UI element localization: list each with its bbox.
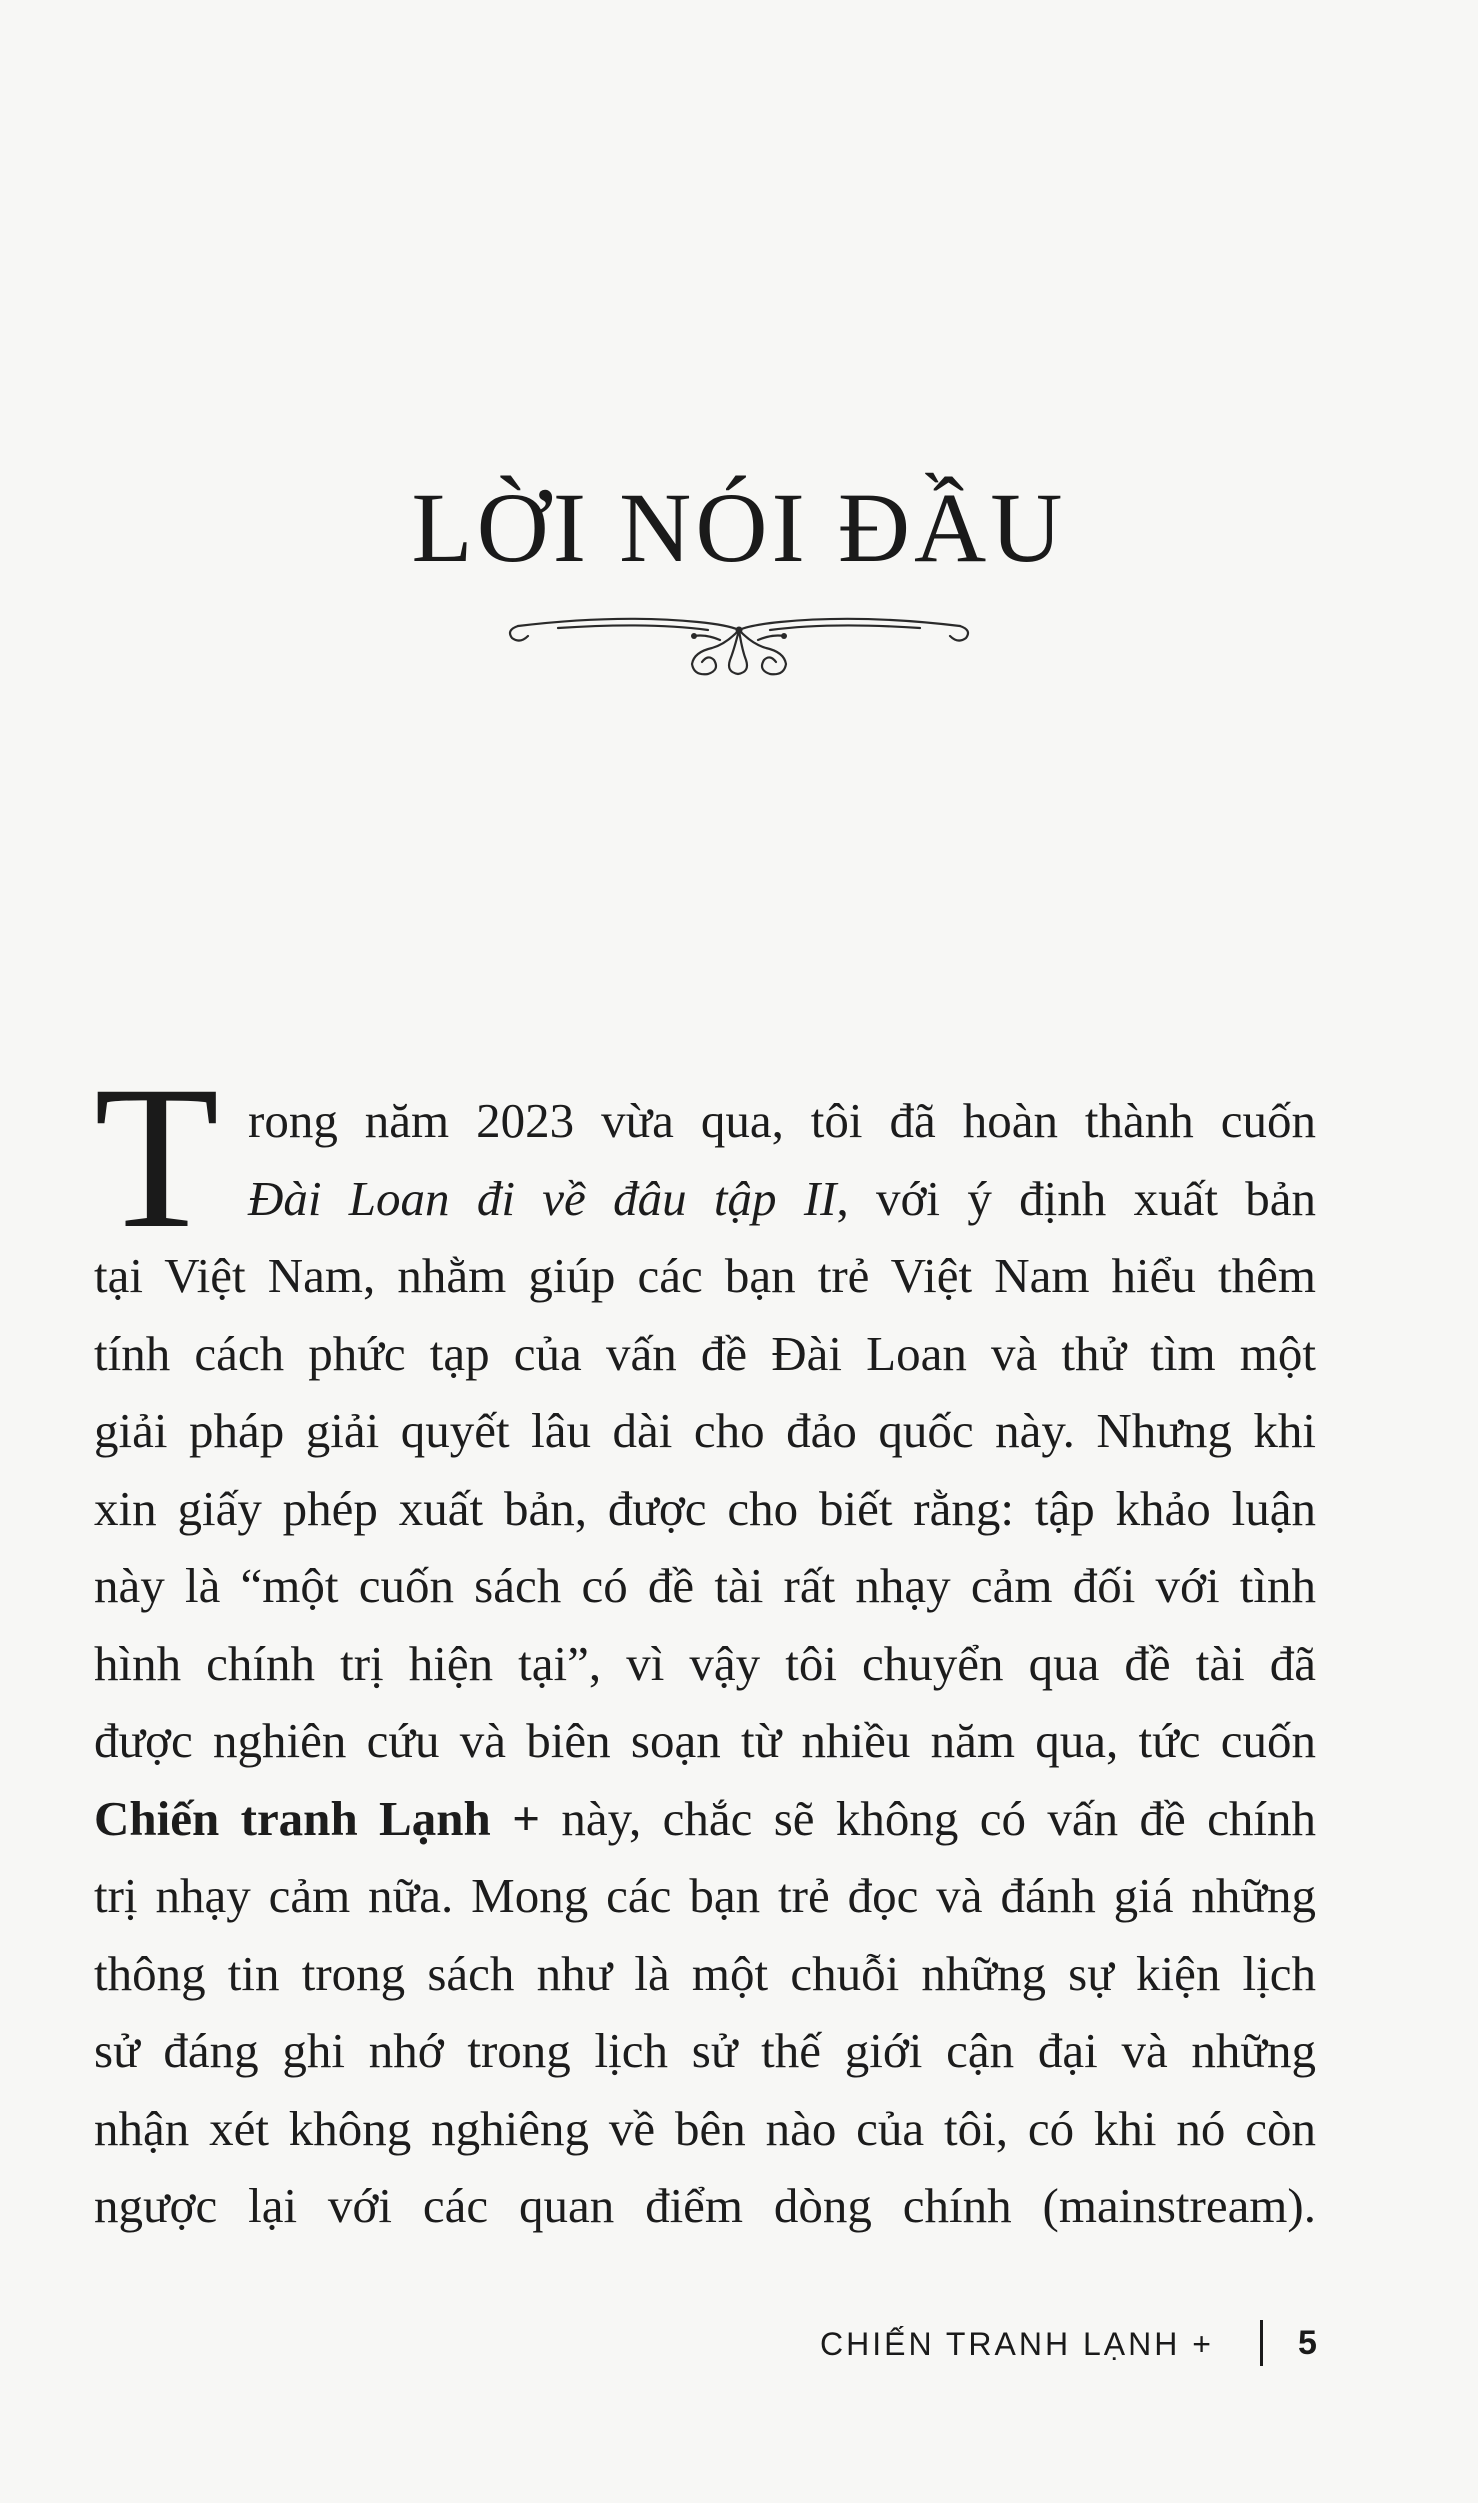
text-run: hình chính trị hiện tại”, vì vậy tôi chuyển qua đề tài đã [94,1635,1316,1691]
text-run: rong năm 2023 vừa qua, tôi đã hoàn thành cuốn [248,1093,1316,1148]
text-line [94,1935,1316,2013]
text-line [248,1082,1316,1160]
text-line [94,1470,1316,1548]
book-title-italic: Đài Loan đi về đâu tập II [248,1170,837,1226]
text-line [248,1160,1316,1238]
drop-cap-letter: T [94,1044,220,1271]
text-line [94,1392,1316,1470]
text-run: tại Việt Nam, nhằm giúp các bạn trẻ Việt Nam hiểu thêm [94,1248,1316,1303]
text-run: , với ý định xuất bản [836,1170,1316,1226]
text-line [94,1625,1316,1703]
text-run: nhận xét không nghiêng về bên nào của tôi, có khi nó còn [94,2100,1316,2156]
scroll-flourish-icon [498,600,980,680]
text-line [94,1857,1316,1935]
text-line [94,2090,1316,2168]
text-line [94,1547,1316,1625]
text-line [94,2167,1316,2245]
book-title-bold: Chiến tranh Lạnh + [94,1790,541,1846]
text-line [94,1315,1316,1393]
text-run: thông tin trong sách như là một chuỗi những sự kiện lịch [94,1945,1316,2001]
text-line [94,1780,1316,1858]
text-run: sử đáng ghi nhớ trong lịch sử thế giới cận đại và những [94,2023,1316,2078]
footer-separator [1260,2320,1263,2366]
text-line [94,2012,1316,2090]
text-line [94,1237,1316,1315]
chapter-title: LỜI NÓI ĐẦU [411,472,1067,583]
body-paragraph [94,1082,1316,2245]
text-run: trị nhạy cảm nữa. Mong các bạn trẻ đọc và đánh giá những [94,1868,1316,1923]
page-number: 5 [1298,2324,1317,2362]
text-line [94,1702,1316,1780]
text-run: tính cách phức tạp của vấn đề Đài Loan và thử tìm một [94,1325,1316,1381]
running-title: CHIẾN TRANH LẠNH + [820,2326,1214,2362]
text-run: xin giấy phép xuất bản, được cho biết rằng: tập khảo luận [94,1480,1316,1536]
text-run: này là “một cuốn sách có đề tài rất nhạy cảm đối với tình [94,1558,1316,1613]
text-run: được nghiên cứu và biên soạn từ nhiều năm qua, tức cuốn [94,1713,1316,1768]
text-run: ngược lại với các quan điểm dòng chính (mainstream). [94,2178,1316,2233]
text-run: này, chắc sẽ không có vấn đề chính [540,1790,1316,1846]
page-footer [820,2320,1340,2380]
text-run: giải pháp giải quyết lâu dài cho đảo quốc này. Nhưng khi [94,1403,1316,1458]
